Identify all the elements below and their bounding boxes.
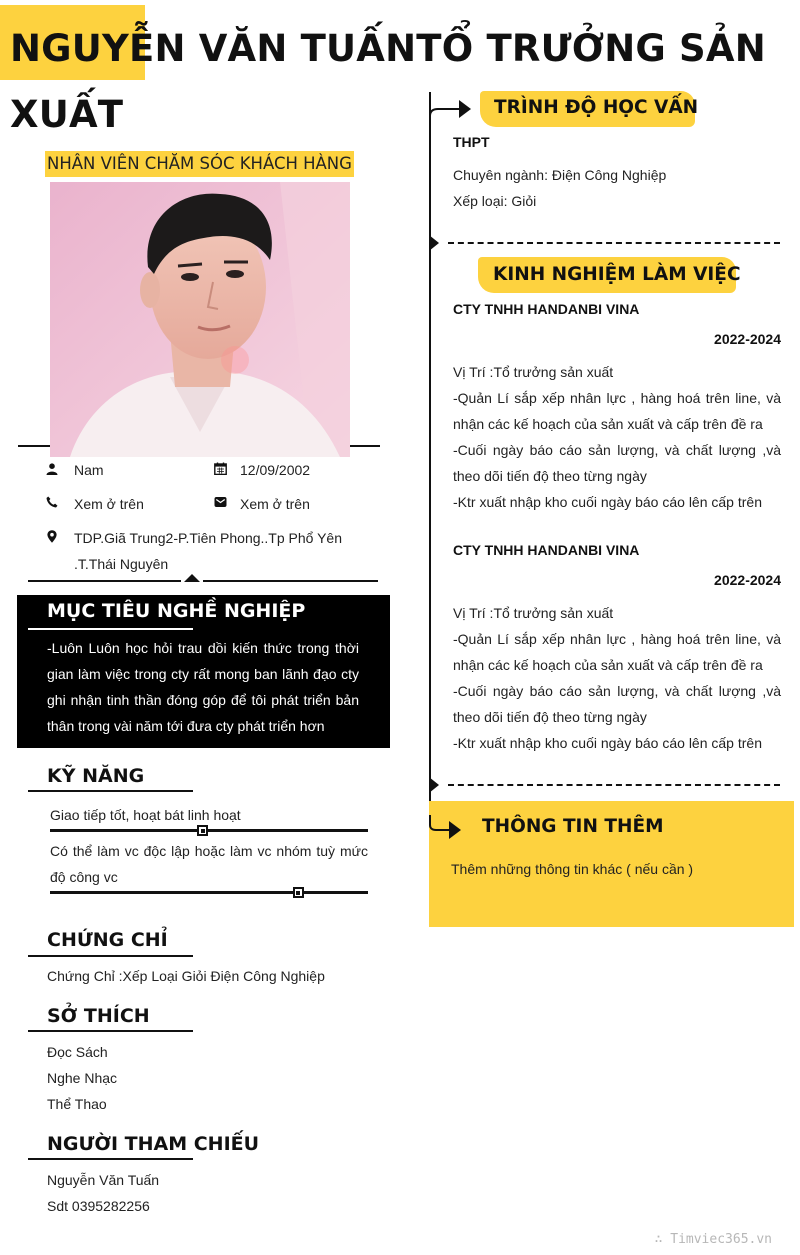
hobbies-title: SỞ THÍCH [47,1005,150,1027]
certificates-underline [28,955,193,957]
skill-level-knob [293,887,304,898]
skill-name: Giao tiếp tốt, hoạt bát linh hoạt [50,807,241,823]
references-title: NGƯỜI THAM CHIẾU [47,1133,260,1155]
experience-divider [448,784,780,786]
hobby-item: Thể Thao [47,1096,107,1112]
skills-underline [28,790,193,792]
extra-title: THÔNG TIN THÊM [482,816,664,837]
skill-meter [50,824,368,837]
references-underline [28,1158,193,1160]
phone-icon [45,495,59,509]
job-duty: -Ktr xuất nhập kho cuối ngày báo cáo lên cấp trên [453,494,762,510]
address-value: TDP.Giã Trung2-P.Tiên Phong..Tp Phổ Yên .T.Thái Nguyên [74,530,342,572]
job-position: Vị Trí :Tổ trưởng sản xuất [453,364,614,380]
job-title: NHÂN VIÊN CHĂM SÓC KHÁCH HÀNG [45,151,354,177]
job-duty: -Ktr xuất nhập kho cuối ngày báo cáo lên cấp trên [453,735,762,751]
divider-caret [184,574,200,582]
timeline-marker [429,777,439,793]
birthday-value: 12/09/2002 [240,462,311,478]
experience-title: KINH NGHIỆM LÀM VIỆC [493,264,741,285]
reference-item: Nguyễn Văn Tuấn [47,1172,160,1188]
certificates-title: CHỨNG CHỈ [47,929,168,951]
candidate-name: NGUYỄN VĂN TUẤNTỔ TRƯỞNG SẢN XUẤT [10,27,766,136]
reference-item: Sdt 0395282256 [47,1198,150,1214]
job-position: Vị Trí :Tổ trưởng sản xuất [453,605,614,621]
contact-divider-right [203,580,378,582]
objective-underline [28,628,193,630]
portrait-illustration [50,182,350,457]
job-duty: -Quản Lí sắp xếp nhân lực , hàng hoá trên line, và nhận các kế hoạch của sản xuất và cấp trên đề ra [453,631,781,673]
hobbies-underline [28,1030,193,1032]
skill-level-knob [197,825,208,836]
skill-name: Có thể làm vc độc lập hoặc làm vc nhóm tuỳ mức độ công vc [50,843,368,885]
timeline-marker [429,235,439,251]
profile-photo [50,182,350,457]
timeline-line [429,92,431,832]
education-divider [448,242,780,244]
job-company: CTY TNHH HANDANBI VINA [453,542,640,558]
job-duty: -Cuối ngày báo cáo sản lượng, và chất lượng ,và theo dõi tiến độ theo từng ngày [453,442,781,484]
skill-track [50,891,368,894]
skill-track [50,829,368,832]
photo-left-rule [18,445,50,447]
job-company: CTY TNHH HANDANBI VINA [453,301,640,317]
hobby-item: Đọc Sách [47,1044,108,1060]
job-years: 2022-2024 [714,572,781,588]
objective-title: MỤC TIÊU NGHỀ NGHIỆP [47,600,306,622]
skills-title: KỸ NĂNG [47,765,145,787]
watermark [655,1232,772,1247]
user-icon [45,462,59,476]
education-school: THPT [453,134,490,150]
section-arrow-icon [429,98,474,122]
education-grade: Xếp loại: Giỏi [453,193,537,209]
hobby-item: Nghe Nhạc [47,1070,118,1086]
map-pin-icon [45,529,59,543]
gender-value: Nam [74,462,104,478]
job-duty: -Cuối ngày báo cáo sản lượng, và chất lượng ,và theo dõi tiến độ theo từng ngày [453,683,781,725]
objective-text: -Luôn Luôn học hỏi trau dồi kiến thức trong thời gian làm việc trong cty rất mong ban lãnh đạo cty ghi nhận tinh thần đóng góp để tôi phát triển bản thân trong vài năm tới đưa cty phát triển hơn [47,640,359,734]
calendar-icon [213,461,227,475]
skill-meter [50,886,368,899]
job-years: 2022-2024 [714,331,781,347]
email-icon [213,495,227,509]
photo-right-rule [350,445,380,447]
email-value: Xem ở trên [240,496,310,512]
watermark-text: Timviec365.vn [670,1232,772,1247]
contact-divider-left [28,580,181,582]
watermark-logo-icon: ∴ [654,1232,671,1247]
education-title: TRÌNH ĐỘ HỌC VẤN [494,97,699,118]
extra-text: Thêm những thông tin khác ( nếu cần ) [451,861,694,877]
education-major: Chuyên ngành: Điện Công Nghiệp [453,167,667,183]
section-arrow-icon [429,815,464,839]
phone-value: Xem ở trên [74,496,144,512]
job-duty: -Quản Lí sắp xếp nhân lực , hàng hoá trên line, và nhận các kế hoạch của sản xuất và cấp trên đề ra [453,390,781,432]
certificate-text: Chứng Chỉ :Xếp Loại Giỏi Điện Công Nghiệp [47,968,325,984]
